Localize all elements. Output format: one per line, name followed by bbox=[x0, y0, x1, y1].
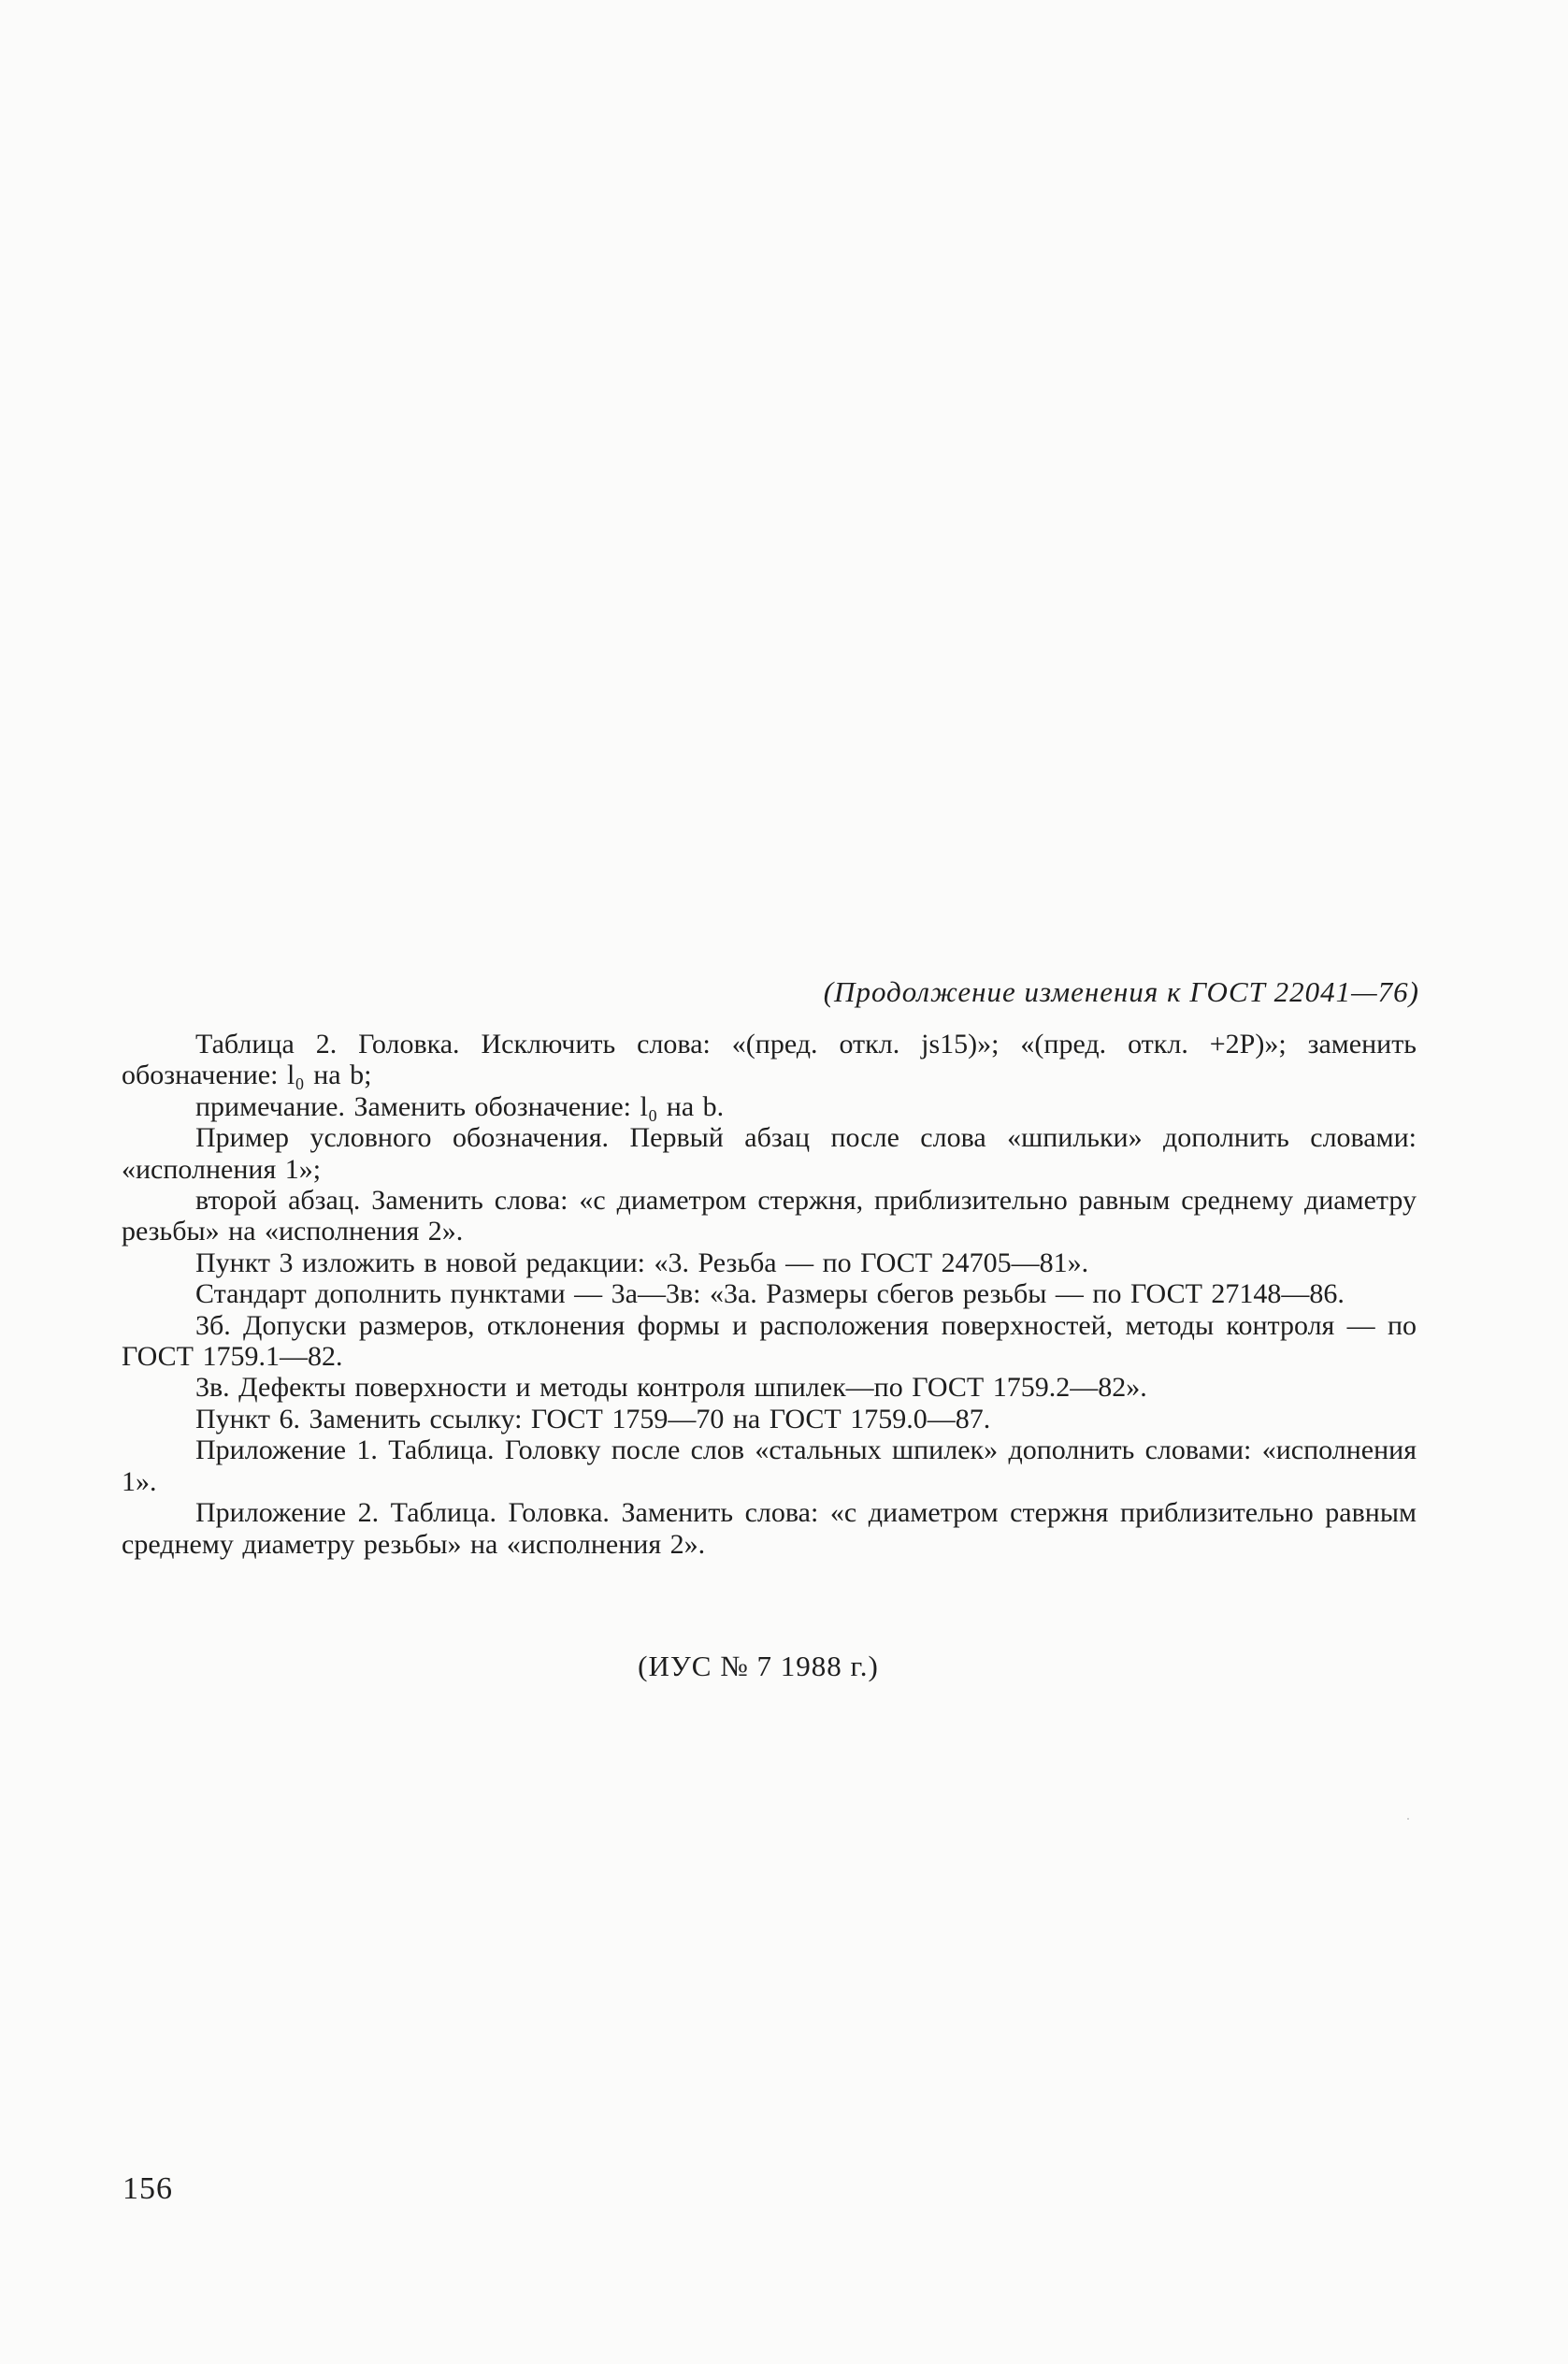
paragraph-clause-6: Пункт 6. Заменить ссылку: ГОСТ 1759—70 на ГОСТ 1759.0—87. bbox=[195, 1403, 991, 1434]
continuation-header: (Продолжение изменения к ГОСТ 22041—76) bbox=[823, 975, 1419, 1008]
paragraph-designation-example: Пример условного обозначения. Первый абзац после слова «шпильки» дополнить словами: «исполнения 1»; bbox=[122, 1122, 1417, 1185]
issue-reference: (ИУС № 7 1988 г.) bbox=[638, 1650, 879, 1682]
paragraph-clause-3v: 3в. Дефекты поверхности и методы контроля шпилек—по ГОСТ 1759.2—82». bbox=[195, 1372, 1147, 1404]
scan-speck bbox=[1407, 1818, 1409, 1820]
paragraph-clause-3: Пункт 3 изложить в новой редакции: «3. Резьба — по ГОСТ 24705—81». bbox=[195, 1247, 1089, 1278]
amendment-text bbox=[122, 1029, 1417, 1560]
paragraph-second-abzac: второй абзац. Заменить слова: «с диаметром стержня, приблизительно равным среднему диаметру резьбы» на «исполнения 2». bbox=[122, 1185, 1417, 1247]
paragraph-appendix-2: Приложение 2. Таблица. Головка. Заменить слова: «с диаметром стержня приблизительно равным среднему диаметру резьбы» на «исполнения 2». bbox=[122, 1497, 1417, 1560]
page-number: 156 bbox=[122, 2171, 173, 2206]
issue-reference-wrap bbox=[0, 1648, 1568, 1685]
paragraph-standard-add: Стандарт дополнить пунктами — 3а—3в: «3а. Размеры сбегов резьбы — по ГОСТ 27148—86. bbox=[195, 1278, 1345, 1310]
paragraph-table2-head: Таблица 2. Головка. Исключить слова: «(пред. откл. js15)»; «(пред. откл. +2P)»; заменить обозначение: l₀ на b; bbox=[122, 1029, 1417, 1091]
paragraph-clause-3b: 3б. Допуски размеров, отклонения формы и расположения поверхностей, методы контроля — по ГОСТ 1759.1—82. bbox=[122, 1309, 1417, 1373]
paragraph-note: примечание. Заменить обозначение: l₀ на b. bbox=[195, 1090, 725, 1122]
paragraph-appendix-1: Приложение 1. Таблица. Головку после слов «стальных шпилек» дополнить словами: «исполнения 1». bbox=[122, 1434, 1417, 1497]
